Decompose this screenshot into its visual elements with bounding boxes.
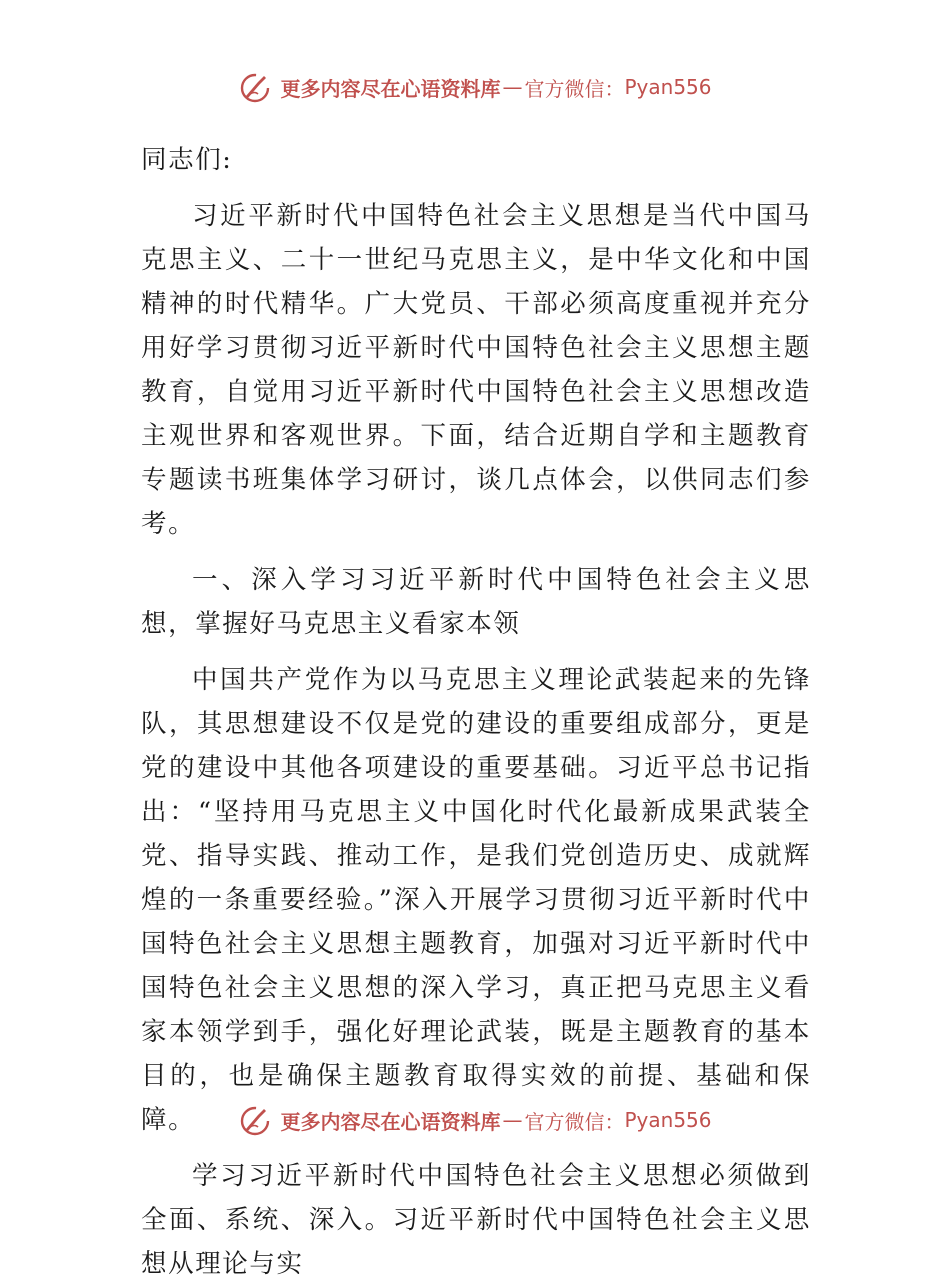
salutation: 同志们: — [141, 145, 233, 175]
banner-text — [280, 73, 711, 102]
banner-wechat-label: 官方微信： — [524, 1109, 625, 1134]
section-heading-1: 一、深入学习习近平新时代中国特色社会主义思想，掌握好马克思主义看家本领 — [141, 565, 811, 639]
paragraph-intro: 习近平新时代中国特色社会主义思想是当代中国马克思主义、二十一世纪马克思主义，是中华文化和中国精神的时代精华。广大党员、干部必须高度重视并充分用好学习贯彻习近平新时代中国特色社会主义思想主题教育，自觉用习近平新时代中国特色社会主义思想改造主观世界和客观世界。下面，结合近期自学和主题教育专题读书班集体学习研讨，谈几点体会，以供同志们参考。 — [141, 201, 811, 539]
banner-main-text: 更多内容尽在心语资料库 — [280, 76, 501, 101]
header-banner — [0, 70, 950, 104]
ink-pen-logo-icon — [238, 70, 272, 104]
banner-main-text: 更多内容尽在心语资料库 — [280, 1109, 501, 1134]
banner-wechat-id: Pyan556 — [624, 1108, 712, 1132]
banner-text — [280, 1106, 711, 1135]
banner-dash: — — [502, 1108, 523, 1132]
paragraph-body-1: 中国共产党作为以马克思主义理论武装起来的先锋队，其思想建设不仅是党的建设的重要组成部分，更是党的建设中其他各项建设的重要基础。习近平总书记指出：“坚持用马克思主义中国化时代化最新成果武装全党、指导实践、推动工作，是我们党创造历史、成就辉煌的一条重要经验。”深入开展学习贯彻习近平新时代中国特色社会主义思想主题教育，加强对习近平新时代中国特色社会主义思想的深入学习，真正把马克思主义看家本领学到手，强化好理论武装，既是主题教育的基本目的，也是确保主题教育取得实效的前提、基础和保障。 — [141, 665, 811, 1135]
banner-wechat-label: 官方微信： — [524, 76, 625, 101]
ink-pen-logo-icon — [238, 1103, 272, 1137]
banner-dash: — — [502, 75, 523, 99]
footer-banner — [0, 1103, 950, 1137]
paragraph-body-2: 学习习近平新时代中国特色社会主义思想必须做到全面、系统、深入。习近平新时代中国特色社会主义思想从理论与实 — [141, 1161, 811, 1279]
banner-wechat-id: Pyan556 — [624, 75, 712, 99]
